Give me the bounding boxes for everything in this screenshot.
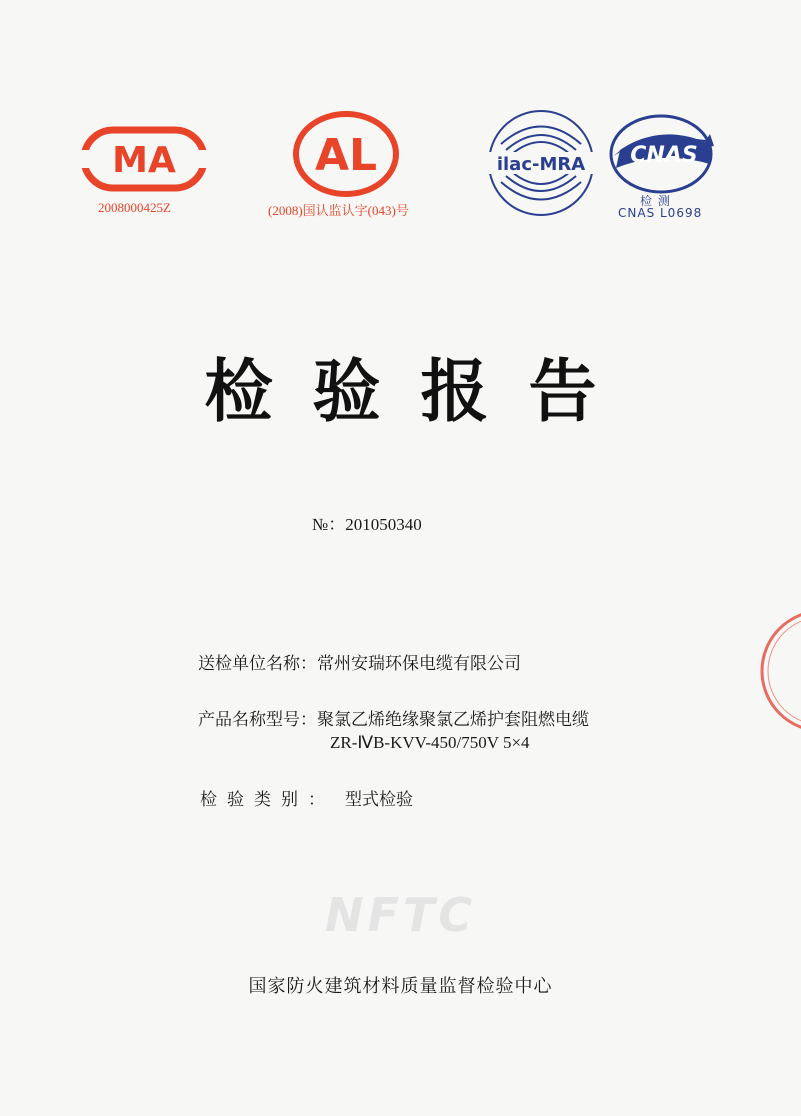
cal-mark: AL — [314, 130, 378, 181]
issuing-organization: 国家防火建筑材料质量监督检验中心 — [248, 976, 553, 997]
cma-logo — [80, 124, 208, 194]
type-row — [200, 785, 413, 810]
report-number: №：201050340 — [312, 515, 422, 534]
cma-caption: 2008000425Z — [98, 200, 171, 215]
cnas-mark: CNAS — [630, 143, 698, 168]
type-value: 型式检验 — [345, 790, 413, 810]
cnas-caption-bottom: CNAS L0698 — [618, 206, 703, 220]
ilac-mra-logo — [484, 104, 598, 222]
cma-mark: MA — [112, 140, 176, 181]
product-value-line2: ZR-ⅣB-KVV-450/750V 5×4 — [330, 733, 530, 752]
type-label: 检验类别： — [200, 790, 335, 810]
product-value-line1: 聚氯乙烯绝缘聚氯乙烯护套阻燃电缆 — [317, 710, 589, 730]
ilac-mark: ilac-MRA — [496, 154, 586, 175]
submitter-row — [198, 649, 521, 674]
report-title: 检验报告 — [204, 353, 637, 432]
cal-caption: (2008)国认监认字(043)号 — [268, 203, 409, 218]
product-row — [198, 705, 589, 730]
cal-logo — [290, 108, 402, 200]
cnas-caption-top: 检 测 — [640, 194, 671, 208]
submitter-value: 常州安瑞环保电缆有限公司 — [317, 654, 521, 674]
red-seal-stamp — [752, 606, 801, 736]
submitter-label: 送检单位名称： — [198, 654, 317, 674]
nftc-watermark: NFTC — [325, 888, 477, 942]
cnas-logo — [606, 110, 716, 204]
product-label: 产品名称型号： — [198, 710, 317, 730]
